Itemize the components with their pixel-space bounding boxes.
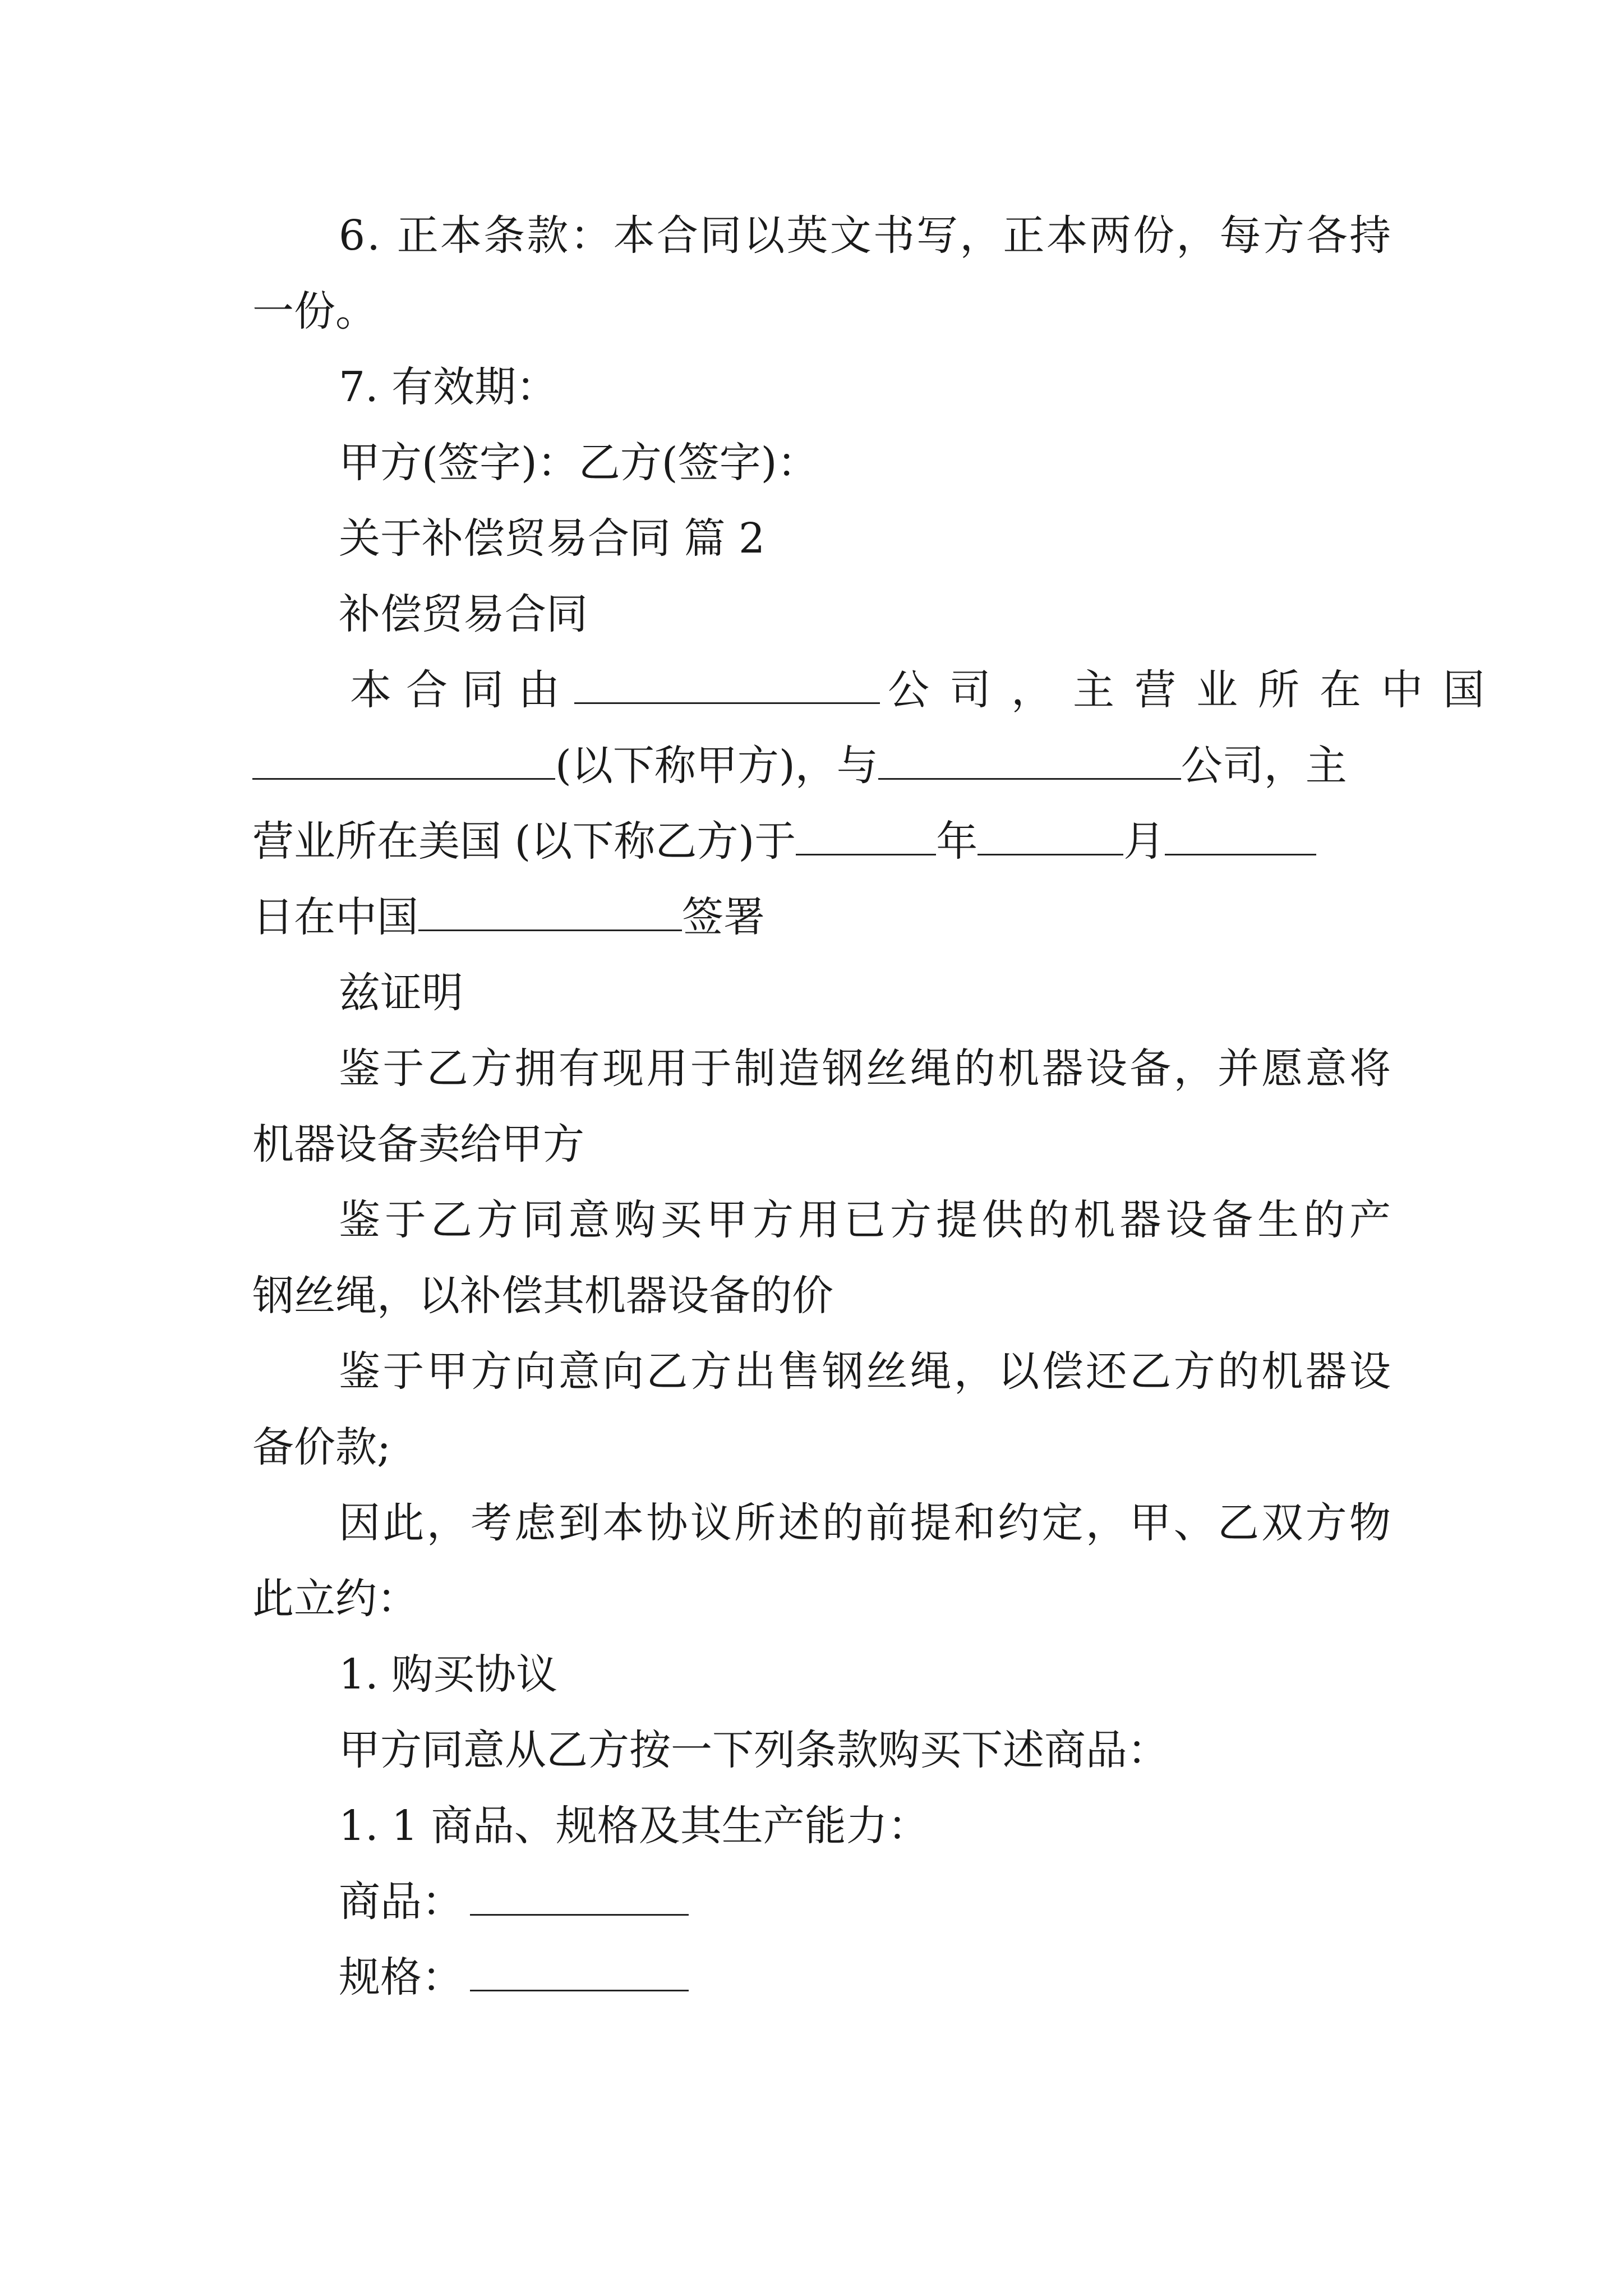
parties-line-2 bbox=[252, 738, 1347, 794]
text-segment: 营业所在美国 (以下称乙方)于 bbox=[252, 817, 796, 866]
signature-line: 甲方(签字)：乙方(签字)： bbox=[339, 439, 819, 487]
clause-7: 7. 有效期： bbox=[339, 363, 558, 411]
text-segment: 日在中国 bbox=[252, 893, 418, 941]
recital-1-line-2: 机器设备卖给甲方 bbox=[252, 1120, 584, 1168]
goods-line bbox=[339, 1874, 689, 1930]
agreement-line-2: 此立约： bbox=[252, 1575, 418, 1623]
text-segment: 公司，主营业所在中国 bbox=[888, 666, 1505, 714]
blank-day bbox=[1165, 815, 1316, 855]
section-heading: 关于补偿贸易合同 篇 2 bbox=[339, 514, 766, 563]
clause-1-text: 甲方同意从乙方按一下列条款购买下述商品： bbox=[339, 1726, 1169, 1774]
clause-1-1-heading: 1. 1 商品、规格及其生产能力： bbox=[339, 1802, 929, 1850]
blank-place bbox=[418, 890, 682, 931]
blank-month bbox=[978, 815, 1123, 855]
clause-6-line-1: 6. 正本条款：本合同以英文书写，正本两份，每方各持 bbox=[339, 211, 1393, 260]
blank-company-a bbox=[574, 663, 880, 704]
text-segment: 本合同由 bbox=[350, 666, 574, 714]
clause-6-line-2: 一份。 bbox=[252, 287, 377, 335]
spec-label: 规格： bbox=[339, 1953, 463, 2001]
agreement-line-1: 因此，考虑到本协议所述的前提和约定，甲、乙双方物 bbox=[339, 1499, 1394, 1547]
recital-3-line-2: 备价款; bbox=[252, 1423, 391, 1471]
witness-line: 兹证明 bbox=[339, 969, 463, 1017]
blank-spec bbox=[470, 1950, 689, 1991]
spec-line bbox=[339, 1949, 689, 2005]
contract-title: 补偿贸易合同 bbox=[339, 590, 588, 638]
goods-label: 商品： bbox=[339, 1878, 463, 1926]
recital-3-line-1: 鉴于甲方向意向乙方出售钢丝绳，以偿还乙方的机器设 bbox=[339, 1347, 1394, 1396]
parties-line-1 bbox=[339, 662, 1505, 718]
text-segment: 公司，主 bbox=[1181, 742, 1347, 790]
text-segment: 年 bbox=[936, 817, 978, 866]
text-segment: 月 bbox=[1123, 817, 1165, 866]
text-segment: 签署 bbox=[682, 893, 765, 941]
parties-line-4 bbox=[252, 889, 765, 945]
recital-2-line-1: 鉴于乙方同意购买甲方用已方提供的机器设备生的产 bbox=[339, 1196, 1395, 1244]
recital-2-line-2: 钢丝绳，以补偿其机器设备的价 bbox=[252, 1272, 833, 1320]
text-segment: (以下称甲方)，与 bbox=[555, 742, 878, 790]
blank-year bbox=[796, 815, 936, 855]
recital-1-line-1: 鉴于乙方拥有现用于制造钢丝绳的机器设备，并愿意将 bbox=[339, 1045, 1394, 1093]
blank-goods bbox=[470, 1875, 689, 1916]
blank-company-b bbox=[878, 739, 1181, 780]
parties-line-3 bbox=[252, 813, 1316, 869]
blank-china-address bbox=[252, 739, 555, 780]
clause-1-heading: 1. 购买协议 bbox=[339, 1650, 558, 1699]
